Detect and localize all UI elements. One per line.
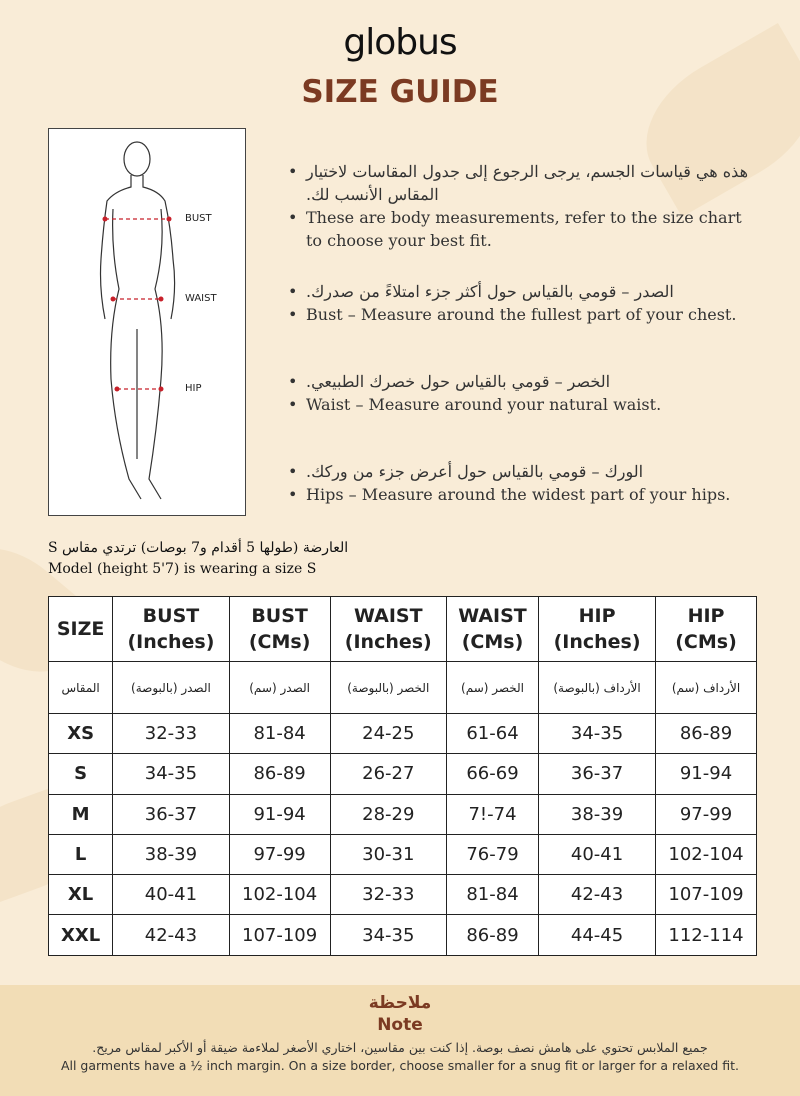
table-cell: 97-99 [229, 834, 330, 874]
column-header-ar: الأرداف (بالبوصة) [539, 662, 656, 714]
size-cell: L [49, 834, 113, 874]
table-cell: 38-39 [539, 794, 656, 834]
measurement-instructions: • هذه هي قياسات الجسم، يرجى الرجوع إلى جدول المقاسات لاختيار المقاس الأنسب لك. • These are body measurements, refer to the size chart to choose your best fit. • الصدر – قومي بالقياس حول أكثر جزء امتلاءً من صدرك. • Bust – Measure around the fullest part of your chest. • الخصر – قومي بالقياس حول خصرك الطبيعي. • Waist – Measure around your natural waist. • الورك – قومي بالقياس حول أعرض جزء من وركك. • Hips – Measure around the widest part of your hips. [288, 160, 758, 536]
table-cell: 107-109 [229, 915, 330, 955]
table-cell: 44-45 [539, 915, 656, 955]
table-cell: 91-94 [229, 794, 330, 834]
table-cell: 107-109 [656, 875, 757, 915]
bullet-ar: هذه هي قياسات الجسم، يرجى الرجوع إلى جدول المقاسات لاختيار المقاس الأنسب لك. [306, 162, 749, 204]
size-cell: XXL [49, 915, 113, 955]
column-header: WAIST (Inches) [330, 597, 446, 662]
table-row [49, 915, 757, 955]
table-cell: 34-35 [330, 915, 446, 955]
table-cell: 97-99 [656, 794, 757, 834]
column-header-ar: الخصر (سم) [447, 662, 539, 714]
table-row [49, 714, 757, 754]
brand-logo: globus [343, 22, 457, 63]
table-cell: 30-31 [330, 834, 446, 874]
table-cell: 26-27 [330, 754, 446, 794]
column-header-ar: الأرداف (سم) [656, 662, 757, 714]
column-header: HIP (CMs) [656, 597, 757, 662]
column-header: WAIST (CMs) [447, 597, 539, 662]
bullet-en: Waist – Measure around your natural waist. [306, 395, 662, 414]
table-cell: 76-79 [447, 834, 539, 874]
table-cell: 32-33 [330, 875, 446, 915]
waist-label: WAIST [185, 293, 217, 304]
table-cell: 102-104 [229, 875, 330, 915]
size-cell: M [49, 794, 113, 834]
bullet-en: These are body measurements, refer to the size chart to choose your best fit. [306, 208, 742, 250]
body-measurement-figure [48, 128, 246, 516]
bullet-ar: الخصر – قومي بالقياس حول خصرك الطبيعي. [306, 372, 611, 391]
column-header-ar: الصدر (سم) [229, 662, 330, 714]
column-header: HIP (Inches) [539, 597, 656, 662]
arabic-header-row [49, 662, 757, 714]
table-cell: 40-41 [113, 875, 229, 915]
bullet-en: Hips – Measure around the widest part of your hips. [306, 485, 731, 504]
note-section [0, 985, 800, 1096]
table-cell: 81-84 [447, 875, 539, 915]
table-row [49, 754, 757, 794]
table-cell: 40-41 [539, 834, 656, 874]
header-row [49, 597, 757, 662]
column-header-ar: المقاس [49, 662, 113, 714]
table-cell: 81-84 [229, 714, 330, 754]
bullet-en: Bust – Measure around the fullest part of your chest. [306, 305, 737, 324]
size-cell: XS [49, 714, 113, 754]
table-cell: 86-89 [656, 714, 757, 754]
table-row [49, 834, 757, 874]
table-cell: 102-104 [656, 834, 757, 874]
table-cell: 28-29 [330, 794, 446, 834]
model-info-en: Model (height 5'7) is wearing a size S [48, 561, 317, 577]
note-title-ar: ملاحظة [368, 993, 432, 1013]
column-header-ar: الخصر (بالبوصة) [330, 662, 446, 714]
size-cell: S [49, 754, 113, 794]
table-cell: 7!-74 [447, 794, 539, 834]
table-cell: 24-25 [330, 714, 446, 754]
table-row [49, 875, 757, 915]
column-header: SIZE [49, 597, 113, 662]
table-cell: 86-89 [447, 915, 539, 955]
note-text-en: All garments have a ½ inch margin. On a size border, choose smaller for a snug fit or larger for a relaxed fit. [60, 1058, 740, 1073]
table-row [49, 794, 757, 834]
table-cell: 34-35 [539, 714, 656, 754]
bullet-ar: الورك – قومي بالقياس حول أعرض جزء من وركك. [306, 462, 644, 481]
table-cell: 32-33 [113, 714, 229, 754]
size-cell: XL [49, 875, 113, 915]
hip-label: HIP [185, 383, 202, 394]
table-cell: 61-64 [447, 714, 539, 754]
column-header: BUST (Inches) [113, 597, 229, 662]
size-chart-table [48, 596, 757, 956]
bullet-ar: الصدر – قومي بالقياس حول أكثر جزء امتلاءً من صدرك. [306, 282, 674, 301]
table-cell: 42-43 [113, 915, 229, 955]
bust-label: BUST [185, 213, 212, 224]
model-info-ar: العارضة (طولها 5 أقدام و7 بوصات) ترتدي مقاس S [48, 540, 349, 556]
table-cell: 66-69 [447, 754, 539, 794]
table-cell: 38-39 [113, 834, 229, 874]
table-cell: 36-37 [539, 754, 656, 794]
note-text-ar: جميع الملابس تحتوي على هامش نصف بوصة. إذا كنت بين مقاسين، اختاري الأصغر لملاءمة ضيقة أو الأكبر لمقاس مريح. [92, 1040, 708, 1055]
table-cell: 91-94 [656, 754, 757, 794]
column-header-ar: الصدر (بالبوصة) [113, 662, 229, 714]
page-title: SIZE GUIDE [301, 74, 499, 110]
table-cell: 86-89 [229, 754, 330, 794]
column-header: BUST (CMs) [229, 597, 330, 662]
model-info [48, 538, 348, 580]
note-title-en: Note [377, 1015, 423, 1035]
table-cell: 34-35 [113, 754, 229, 794]
table-cell: 112-114 [656, 915, 757, 955]
table-cell: 42-43 [539, 875, 656, 915]
table-cell: 36-37 [113, 794, 229, 834]
